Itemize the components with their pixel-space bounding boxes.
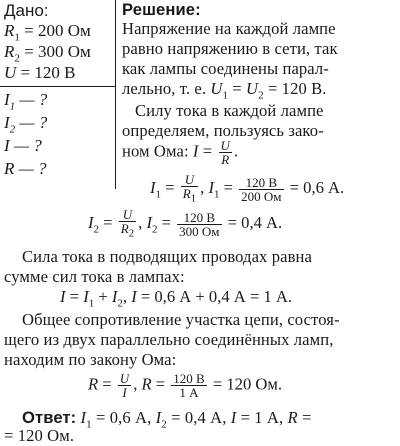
solution-p2-line1: Силу тока в каждой лампе	[135, 101, 324, 120]
solution-p1-line1: Напряжение на каждой лампе	[122, 19, 336, 38]
given-line-r2: $R_2 = 300$ Ом	[4, 42, 91, 65]
solution-p3-line2: сумме сил тока в лампах:	[4, 267, 185, 286]
solution-header: Решение:	[122, 0, 201, 19]
solution-p4-line2: щего из двух параллельно соединённых ламп,	[4, 330, 334, 349]
solution-p4-line1: Общее сопротивление участка цепи, состоя-	[22, 310, 340, 329]
solution-p1-line3: как лампы соединены парал-	[122, 59, 329, 78]
given-header: Дано:	[4, 1, 49, 20]
given-line-r1: $R_1 = 200$ Ом	[4, 21, 91, 44]
given-line-u: U = 120 В	[4, 63, 76, 82]
solution-p2-line3: ном Ома: I = $\frac{U}{R}$ .	[122, 138, 239, 167]
solution-p2-line2: определяем, пользуясь зако-	[122, 121, 324, 140]
answer-line1: Ответ: $I_1 = 0,6$ А, $I_2 = 0,4$ А, I = 1 А, R =	[22, 408, 312, 431]
solution-p1-line2: равно напряжению в сети, так	[122, 39, 338, 58]
solution-p1-line4: лельно, т. е. $U_1 = U_2 = 120$ В.	[122, 79, 327, 102]
solution-p3-line1: Сила тока в подводящих проводах равна	[22, 247, 312, 266]
given-divider-vertical	[115, 0, 116, 189]
unknown-i1: $I_1$ — ?	[4, 90, 48, 113]
unknown-i2: $I_2$ — ?	[4, 113, 48, 136]
formula-i2: $I_2$ = $\frac{U}{R_2}$ , $I_2$ = $\frac{120 В}{300 Ом}$ = 0,4 А.	[88, 207, 283, 240]
given-divider-horizontal	[0, 86, 115, 87]
answer-label: Ответ:	[22, 408, 77, 427]
formula-i-total: $I = I_1 + I_2$, I = 0,6 А + 0,4 А = 1 А.	[60, 287, 293, 310]
unknown-i: I — ?	[4, 136, 42, 155]
answer-line2: = 120 Ом.	[4, 426, 75, 445]
solution-p4-line3: находим по закону Ома:	[4, 350, 177, 369]
formula-i1: $I_1$ = $\frac{U}{R_1}$ , $I_1$ = $\frac{120 В}{200 Ом}$ = 0,6 А.	[150, 172, 345, 205]
unknown-r: R — ?	[4, 159, 47, 178]
formula-r: R = $\frac{U}{I}$ , R = $\frac{120 В}{1 А}$ = 120 Ом.	[88, 371, 283, 400]
